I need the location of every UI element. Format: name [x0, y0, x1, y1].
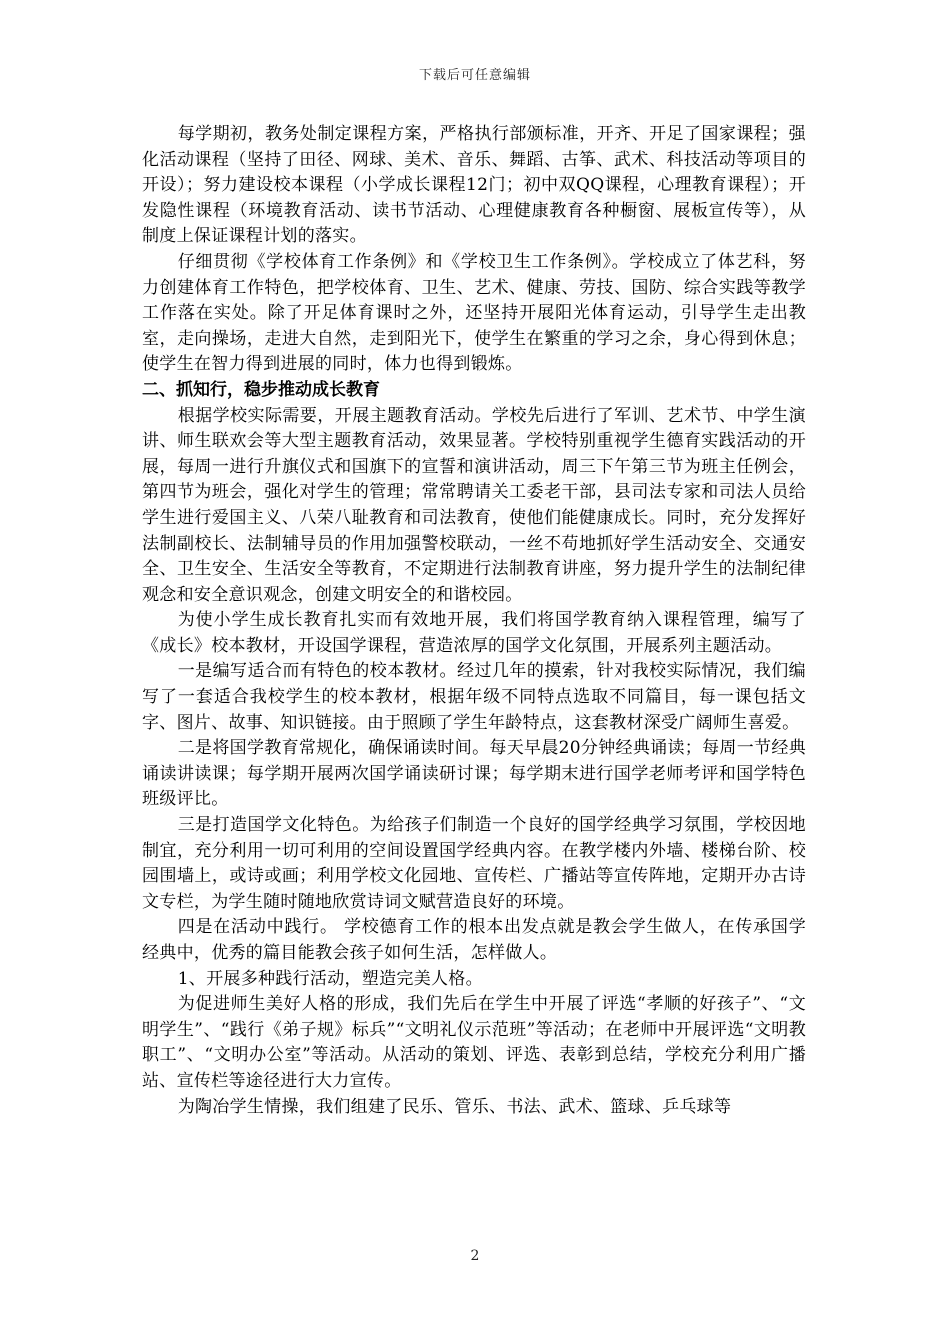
section-heading: 二、抓知行，稳步推动成长教育	[142, 379, 380, 400]
paragraph: 二是将国学教育常规化，确保诵读时间。每天早晨20分钟经典诵读；每周一节经典诵读讲读课；每学期开展两次国学诵读研讨课；每学期末进行国学老师考评和国学特色班级评比。	[142, 738, 806, 810]
paragraph: 仔细贯彻《学校体育工作条例》和《学校卫生工作条例》。学校成立了体艺科，努力创建体育工作特色，把学校体育、卫生、艺术、健康、劳技、国防、综合实践等教学工作落在实处。除了开足体育课时之外，还坚持开展阳光体育运动，引导学生走出教室，走向操场，走进大自然，走到阳光下，使学生在繁重的学习之余，身心得到休息；使学生在智力得到进展的同时，体力也得到锻炼。	[142, 251, 806, 375]
paragraph: 为陶冶学生情操，我们组建了民乐、管乐、书法、武术、篮球、乒乓球等	[177, 1096, 732, 1117]
page-number: 2	[470, 1248, 480, 1264]
paragraph: 每学期初，教务处制定课程方案，严格执行部颁标准，开齐、开足了国家课程；强化活动课程（坚持了田径、网球、美术、音乐、舞蹈、古筝、武术、科技活动等项目的开设）；努力建设校本课程（小学成长课程12门；初中双QQ课程，心理教育课程）；开发隐性课程（环境教育活动、读书节活动、心理健康教育各种橱窗、展板宣传等），从制度上保证课程计划的落实。	[142, 124, 806, 247]
paragraph: 四是在活动中践行。 学校德育工作的根本出发点就是教会学生做人，在传承国学经典中，优秀的篇目能教会孩子如何生活，怎样做人。	[142, 917, 806, 963]
document-body	[142, 122, 806, 1120]
paragraph: 根据学校实际需要，开展主题教育活动。学校先后进行了军训、艺术节、中学生演讲、师生联欢会等大型主题教育活动，效果显著。学校特别重视学生德育实践活动的开展，每周一进行升旗仪式和国旗下的宣誓和演讲活动，周三下午第三节为班主任例会，第四节为班会，强化对学生的管理；常常聘请关工委老干部，县司法专家和司法人员给学生进行爱国主义、八荣八耻教育和司法教育，使他们能健康成长。同时，充分发挥好法制副校长、法制辅导员的作用加强警校联动，一丝不苟地抓好学生活动安全、交通安全、卫生安全、生活安全等教育，不定期进行法制教育讲座，努力提升学生的法制纪律观念和安全意识观念，创建文明安全的和谐校园。	[142, 405, 806, 605]
paragraph: 三是打造国学文化特色。为给孩子们制造一个良好的国学经典学习氛围，学校因地制宜，充分利用一切可利用的空间设置国学经典内容。在教学楼内外墙、楼梯台阶、校园围墙上，或诗或画；利用学校文化园地、宣传栏、广播站等宣传阵地，定期开办古诗文专栏，为学生随时随地欣赏诗词文赋营造良好的环境。	[142, 815, 806, 912]
paragraph: 一是编写适合而有特色的校本教材。经过几年的摸索，针对我校实际情况，我们编写了一套适合我校学生的校本教材，根据年级不同特点选取不同篇目，每一课包括文字、图片、故事、知识链接。由于照顾了学生年龄特点，这套教材深受广阔师生喜爱。	[142, 661, 806, 733]
paragraph: 为使小学生成长教育扎实而有效地开展，我们将国学教育纳入课程管理，编写了《成长》校本教材，开设国学课程，营造浓厚的国学文化氛围，开展系列主题活动。	[142, 610, 806, 656]
page-header: 下载后可任意编辑	[418, 68, 531, 83]
paragraph: 1、开展多种践行活动，塑造完美人格。	[177, 968, 483, 989]
paragraph: 为促进师生美好人格的形成，我们先后在学生中开展了评选“孝顺的好孩子”、“文明学生”、“践行《弟子规》标兵”“文明礼仪示范班”等活动；在老师中开展评选“文明教职工”、“文明办公室”等活动。从活动的策划、评选、表彰到总结，学校充分利用广播站、宣传栏等途径进行大力宣传。	[142, 994, 806, 1091]
